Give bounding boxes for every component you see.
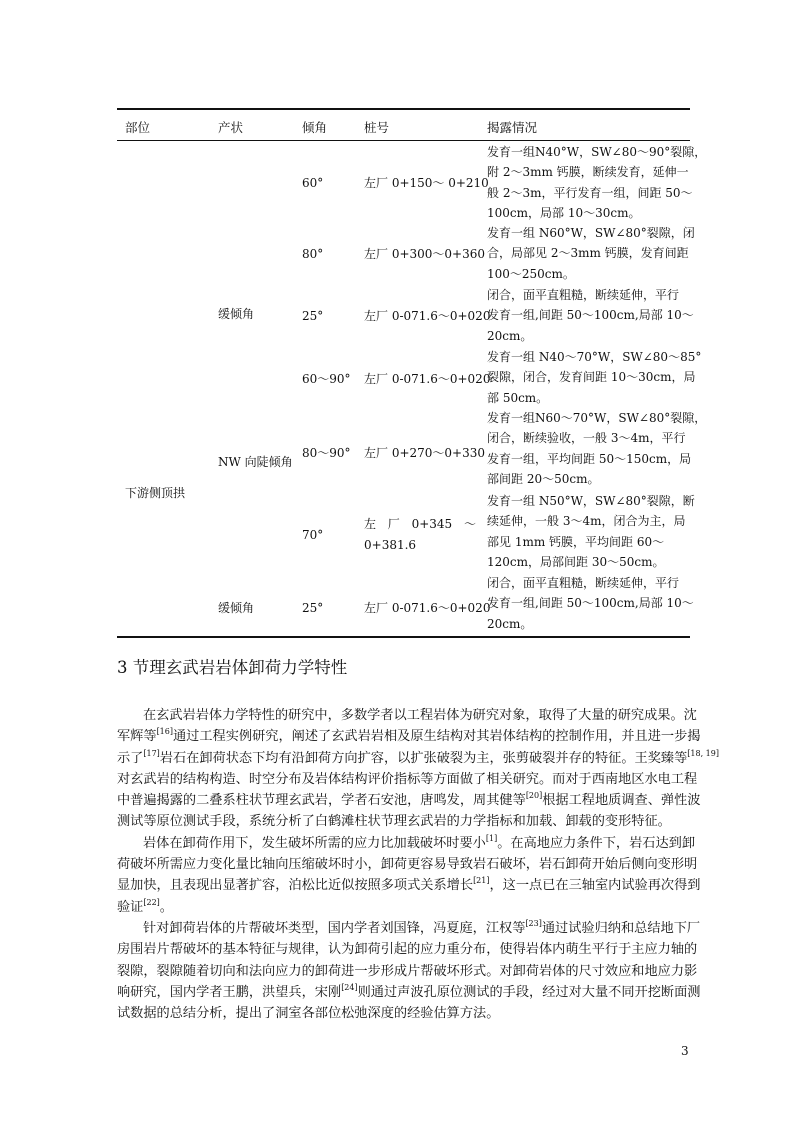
paragraph-line: 荷破坏所需应力变化量比轴向压缩破坏时小，卸荷更容易导致岩石破坏，岩石卸荷开始后侧向变形明 (117, 857, 698, 873)
section-heading: 3 节理玄武岩岩体卸荷力学特性 (117, 658, 348, 677)
table-top-rule (117, 108, 690, 110)
table-cell-station: 左厂 0+150～ 0+210 (364, 176, 489, 190)
table-header-attitude: 产状 (218, 120, 244, 135)
paragraph-line: 房围岩片帮破坏的基本特征与规律，认为卸荷引起的应力重分布，使得岩体内萌生平行于主应力轴的 (117, 942, 698, 958)
table-cell-dip: 25° (302, 601, 324, 615)
paragraph-line: 示了[17]岩石在卸荷状态下均有沿卸荷方向扩容，以扩张破裂为主，张剪破裂并存的特征。王奖臻等[18, 19] (117, 748, 719, 766)
table-cell-station: 0+381.6 (364, 538, 417, 552)
table-cell-attitude: NW 向陡倾角 (218, 455, 293, 469)
table-cell-dip: 80° (302, 247, 324, 261)
table-cell-exposure: 发育一组 N40～70°W，SW∠80～85° 裂隙，闭合，发育间距 10～30cm，局 部 50cm。 (487, 350, 702, 405)
paragraph-line: 显加快，且表现出显著扩容，泊松比近似按照多项式关系增长[21]，这一点已在三轴室内试验再次得到 (117, 876, 701, 894)
table-cell-dip: 70° (302, 528, 324, 542)
body-text (117, 705, 719, 1024)
table-cell-exposure: 发育一组 N60°W，SW∠80°裂隙，闭 合，局部见 2～3mm 钙膜，发育间距 100～250cm。 (487, 226, 695, 281)
paragraph-line: 军辉等[16]通过工程实例研究，阐述了玄武岩岩相及原生结构对其岩体结构的控制作用，并且进一步揭 (117, 727, 701, 745)
table-cell-station: 左 厂 0+345 ～ (364, 517, 476, 531)
table-bottom-rule (117, 636, 690, 638)
table-cell-dip: 25° (302, 309, 324, 323)
table-cell-exposure: 发育一组 N50°W，SW∠80°裂隙，断 续延伸，一般 3～4m，闭合为主，局 部见 1mm 钙膜，平均间距 60～ 120cm，局部间距 30～50cm。 (487, 494, 695, 569)
citation: [1] (485, 833, 498, 843)
paragraph-line: 验证[22]。 (117, 897, 173, 915)
table-cell-exposure: 发育一组N40°W，SW∠80～90°裂隙， 附 2～3mm 钙膜，断续发育，延伸一 般 2～3m，平行发育一组，间距 50～ 100cm，局部 10～30cm。 (487, 145, 707, 220)
table-cell-station: 左厂 0-071.6～0+020 (364, 601, 491, 615)
citation: [18, 19] (687, 748, 719, 758)
citation: [20] (525, 791, 543, 801)
citation: [24] (341, 982, 358, 992)
table-cell-exposure: 发育一组N60～70°W，SW∠80°裂隙， 闭合，断续验收，一般 3～4m，平行 发育一组，平均间距 50～150cm，局 部间距 20～50cm。 (487, 411, 707, 486)
table-cell-dip: 80～90° (302, 446, 351, 460)
table-cell-station: 左厂 0+270～0+330 (364, 446, 486, 460)
table-cell-exposure: 闭合，面平直粗糙，断续延伸，平行 发育一组,间距 50～100cm,局部 10～ 20cm。 (487, 576, 694, 631)
citation: [17] (143, 748, 160, 758)
paragraph-line: 试数据的总结分析，提出了洞室各部位松弛深度的经验估算方法。 (117, 1006, 500, 1022)
table-cell-part: 下游侧顶拱 (125, 486, 186, 500)
table-cell-station: 左厂 0-071.6～0+020 (364, 372, 491, 386)
table-header-exposure: 揭露情况 (487, 120, 538, 135)
table-header-rule (117, 140, 690, 141)
table-cell-exposure: 闭合，面平直粗糙，断续延伸，平行 发育一组,间距 50～100cm,局部 10～ 20cm。 (487, 288, 694, 343)
table-cell-attitude: 缓倾角 (218, 601, 255, 615)
paragraph-line: 在玄武岩岩体力学特性的研究中，多数学者以工程岩体为研究对象，取得了大量的研究成果。沈 (143, 708, 697, 723)
paragraph-line: 对玄武岩的结构构造、时空分布及岩体结构评价指标等方面做了相关研究。而对于西南地区水电工程 (117, 771, 698, 787)
table-cell-station: 左厂 0-071.6～0+020 (364, 309, 491, 323)
paragraph-line: 响研究，国内学者王鹏，洪望兵，宋刚[24]则通过声波孔原位测试的手段，经过对大量不同开挖断面测 (117, 982, 701, 1000)
table-cell-dip: 60° (302, 176, 324, 190)
citation: [16] (156, 727, 173, 737)
paragraph-line: 针对卸荷岩体的片帮破坏类型，国内学者刘国锋，冯夏庭，江权等[23]通过试验归纳和总结地下厂 (143, 918, 701, 936)
citation: [21] (473, 876, 490, 886)
table-header-part: 部位 (125, 120, 151, 135)
citation: [23] (525, 918, 542, 928)
paragraph-line: 裂隙，裂隙随着切向和法向应力的卸荷进一步形成片帮破坏形式。对卸荷岩体的尺寸效应和地应力影 (117, 963, 698, 979)
page-number: 3 (681, 1044, 689, 1058)
table-cell-station: 左厂 0+300～0+360 (364, 247, 486, 261)
paragraph-line: 测试等原位测试手段，系统分析了白鹤滩柱状节理玄武岩的力学指标和加载、卸载的变形特征。 (117, 814, 671, 830)
table-header-station: 桩号 (364, 120, 390, 135)
paragraph-line: 中普遍揭露的二叠系柱状节理玄武岩，学者石安池，唐鸣发，周其健等[20]根据工程地质调查、弹性波 (117, 791, 701, 809)
citation: [22] (143, 897, 160, 907)
table-cell-attitude: 缓倾角 (218, 307, 255, 321)
table-cell-dip: 60～90° (302, 372, 351, 386)
table-header-dip: 倾角 (302, 120, 328, 135)
paragraph-line: 岩体在卸荷作用下，发生破坏所需的应力比加载破坏时要小[1]。在高地应力条件下，岩石达到卸 (143, 833, 696, 851)
